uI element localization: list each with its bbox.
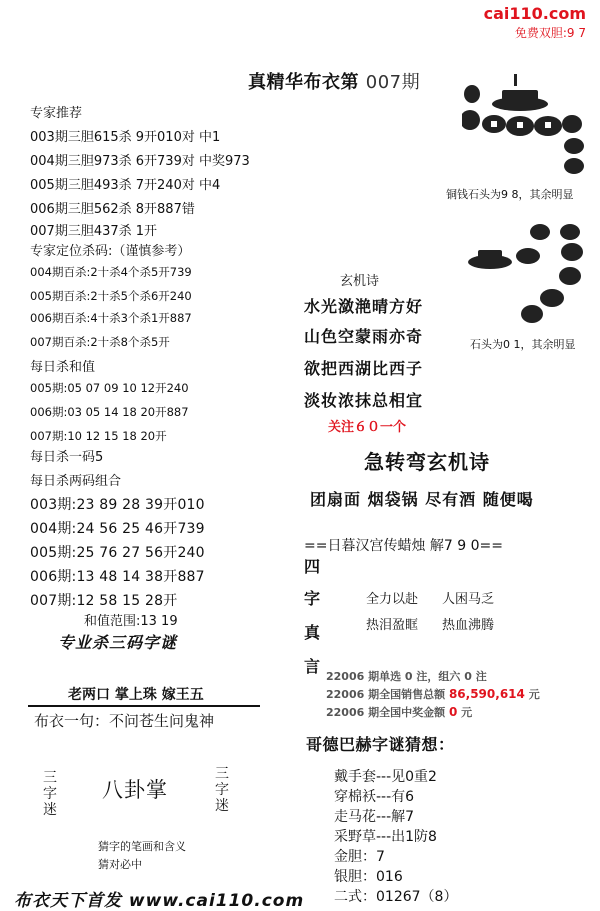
expert-line: 004期三胆973杀 6开739对 中奖973 [30,154,250,169]
coin-shape [462,110,480,130]
expert-line: 005期三胆493杀 7开240对 中4 [30,178,221,193]
stone-shape [561,243,583,261]
two-code-heading: 每日杀两码组合 [30,474,122,489]
riddle-note: 猜字的笔画和含义 [98,840,186,853]
ingot-shape [478,250,502,260]
two-code-line: 004期:24 56 25 46开739 [30,521,205,537]
motto-phrase: 热血沸腾 [442,618,495,633]
position-kill-heading: 专家定位杀码:（谨慎参考） [30,244,191,259]
two-code-line: 003期:23 89 28 39开010 [30,497,205,513]
coin-shape [562,115,582,133]
daily-one-code: 每日杀一码5 [30,450,104,465]
two-code-line: 005期:25 76 27 56开240 [30,545,205,561]
motto-char: 字 [304,589,321,608]
coin-hole [545,122,551,128]
stats-row [326,704,472,720]
motto-char: 真 [304,623,321,642]
free-double-label: 免费双胆:9 7 [514,26,586,40]
stats-label: 22006 期全国销售总额 [326,688,446,701]
ingot-base [492,97,548,111]
position-kill-line: 005期百杀:2十杀5个杀6开240 [30,289,192,303]
title-main: 真精华布衣第 [248,72,359,93]
stats-label: 22006 期单选 0 注，组六 0 注 [326,670,487,683]
follow-label: 关注６０一个 [328,420,407,435]
goldbach-line: 走马花---解7 [334,809,415,825]
stats-row [326,686,540,702]
goldbach-line: 采野草---出1防8 [334,829,437,845]
goldbach-line: 二式：01267（8） [334,889,458,905]
riddle-right-vertical: 三字迷 [215,766,229,814]
motto-phrase: 全力以赴 [366,592,419,607]
pro-riddle-title: 专业杀三码字谜 [58,633,178,652]
poem-line: 淡妆浓抹总相宜 [304,391,424,410]
buyi-line: 布衣一句：不问苍生问鬼神 [34,712,215,730]
position-kill-line: 007期百杀:2十杀8个杀5开 [30,335,170,349]
footer-banner: 布衣天下首发 www.cai110.com [14,891,305,911]
sum-range: 和值范围:13 19 [84,614,178,629]
stone-shape [464,85,480,103]
motto-phrase: 热泪盈眶 [366,618,419,633]
goldbach-line: 穿棉袄---有6 [334,789,415,805]
stats-unit: 元 [461,706,473,719]
stats-label: 22006 期全国中奖金额 [326,706,446,719]
expert-line: 006期三胆562杀 8开887错 [30,202,195,217]
riddle-left-vertical: 三字迷 [43,770,57,818]
position-kill-line: 006期百杀:4十杀3个杀1开887 [30,311,192,325]
stone-shape [530,224,550,240]
coin-hole [491,121,497,127]
stats-value: 86,590,614 [448,687,525,701]
expert-line: 007期三胆437杀 1开 [30,224,158,239]
stone-shape [516,248,540,264]
poem-line: 水光潋滟晴方好 [304,297,424,316]
position-kill-line: 004期百杀:2十杀4个杀5开739 [30,265,192,279]
stone-shape [564,158,584,174]
riddle-note: 猜对必中 [98,858,142,871]
motto-phrase: 人困马乏 [442,592,495,607]
stone-shape [521,305,543,323]
figure-caption-1: 铜钱石头为9 8，其余明显 [446,188,574,201]
daily-sum-line: 007期:10 12 15 18 20开 [30,429,167,443]
daily-sum-line: 005期:05 07 09 10 12开240 [30,381,189,395]
daily-sum-heading: 每日杀和值 [30,360,96,375]
goldbach-line: 戴手套---见0重2 [334,769,437,785]
stats-row [326,668,487,684]
coins-stones-figure-1 [462,70,592,180]
poem-line: 欲把西湖比西子 [304,359,424,378]
site-logo[interactable]: cai110.com [483,4,586,23]
two-code-line: 007期:12 58 15 28开 [30,593,178,609]
stone-shape [559,267,581,285]
motto-char: 言 [304,657,321,676]
goldbach-line: 银胆：016 [334,869,403,885]
stone-shape [540,289,564,307]
stats-value: 0 [448,705,458,719]
figure-caption-2: 石头为0 1，其余明显 [470,338,576,351]
expert-line: 003期三胆615杀 9开010对 中1 [30,130,221,145]
two-code-line: 006期:13 48 14 38开887 [30,569,205,585]
couplet-riddle: 老两口 掌上珠 嫁王五 [68,687,204,703]
poem-line: 山色空蒙雨亦奇 [304,327,424,346]
coins-stones-figure-2 [462,222,592,332]
motto-char: 四 [304,557,321,576]
goldbach-line: 金胆：7 [334,849,385,865]
poem-title: 玄机诗 [340,274,380,289]
stats-unit: 元 [528,688,540,701]
quick-turn-line: 团扇面 烟袋锅 尽有酒 随便喝 [310,490,534,509]
title-issue: 007期 [365,72,421,93]
divider [28,705,260,707]
stone-shape [564,138,584,154]
page-title [248,68,420,94]
stone-shape [560,224,580,240]
goldbach-title: 哥德巴赫字谜猜想： [306,735,455,754]
coin-hole [517,122,523,128]
expert-heading: 专家推荐 [30,106,83,121]
quick-turn-title: 急转弯玄机诗 [364,450,490,474]
daily-sum-line: 006期:03 05 14 18 20开887 [30,405,189,419]
bagua-riddle: 八卦掌 [102,778,168,802]
ingot-mark [514,74,517,86]
riddle-answer: ==日暮汉宫传蜡烛 解7 9 0== [304,538,503,554]
